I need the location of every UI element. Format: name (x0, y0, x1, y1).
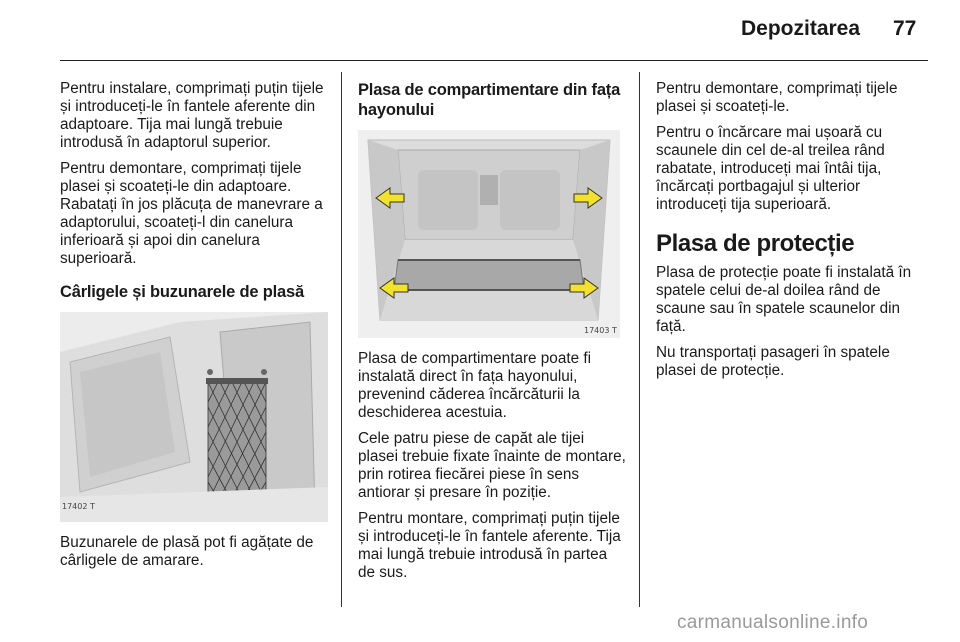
column-left (60, 80, 330, 578)
net-pocket-drawing (60, 312, 328, 522)
passenger-warning-paragraph: Nu transportați pasageri în spatele plasei de protecție. (656, 344, 890, 379)
mounting-paragraph: Pentru montare, comprimați puțin tijele și introduceți-le în fantele aferente. Tija mai lungă trebuie introdusă în partea de sus. (358, 510, 621, 581)
partition-intro-paragraph: Plasa de compartimentare poate fi instalată direct în fața hayonului, prevenind căderea încărcăturii la deschiderea acestuia. (358, 350, 591, 421)
watermark: carmanualsonline.info (677, 612, 869, 633)
protection-net-paragraph: Plasa de protecție poate fi instalată în spatele celui de-al doilea rând de scaune sau în spatele scaunelor din față. (656, 264, 912, 335)
column-right (656, 80, 926, 388)
removal-paragraph: Pentru demontare, comprimați tijele plasei și scoateți-le din adaptoare. Rabatați în jos plăcuța de manevrare a adaptorului, scoateți-l din canelura inferioară și apoi din canelura superioară. (60, 160, 323, 267)
section-title: Depozitarea (741, 17, 861, 40)
loading-paragraph: Pentru o încărcare mai ușoară cu scaunele din cel de-al treilea rând rabatate, introduceți mai întâi tija, încărcați portbagajul și ulterior introduceți tija superioară. (656, 124, 885, 213)
page-header (0, 0, 960, 60)
column-divider-left (341, 72, 342, 607)
figure-code: 17403 T (584, 326, 617, 335)
end-pieces-paragraph: Cele patru piese de capăt ale tijei plasei trebuie fixate înainte de montare, prin rotirea fiecărei piese în sens antiorar și presare în poziție. (358, 430, 626, 501)
install-paragraph: Pentru instalare, comprimați puțin tijele și introduceți-le în fantele aferente din adaptoare. Tija mai lungă trebuie introdusă în adaptorul superior. (60, 80, 324, 151)
page-number: 77 (893, 17, 917, 40)
protection-net-heading: Plasa de protecție (656, 230, 855, 257)
dismount-paragraph: Pentru demontare, comprimați tijele plasei și scoateți-le. (656, 80, 898, 115)
net-pocket-illustration (60, 312, 328, 522)
figure-code: 17402 T (62, 502, 95, 511)
partition-net-heading: Plasa de compartimentare din fața hayonului (358, 81, 621, 119)
header-divider (60, 60, 928, 61)
hooks-nets-heading: Cârligele și buzunarele de plasă (60, 283, 304, 301)
partition-net-drawing (358, 130, 620, 338)
net-pocket-caption: Buzunarele de plasă pot fi agățate de cârligele de amarare. (60, 534, 314, 569)
partition-net-illustration (358, 130, 626, 338)
column-divider-right (639, 72, 640, 607)
column-middle (358, 80, 628, 590)
